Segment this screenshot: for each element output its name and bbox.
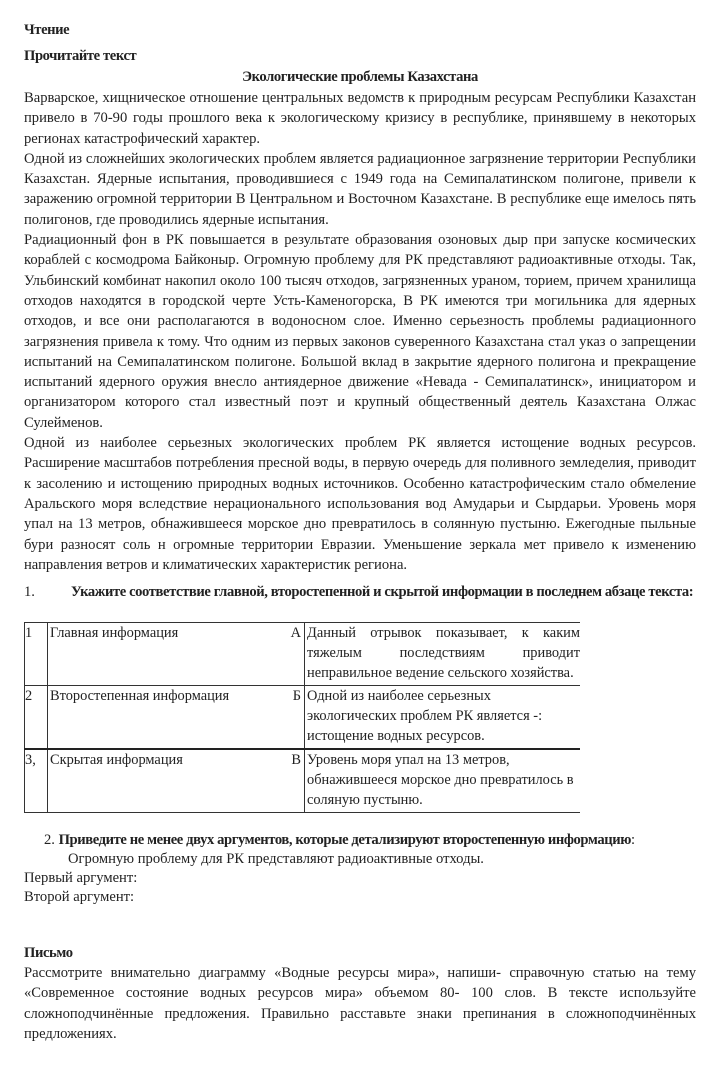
row-description: Данный отрывок показывает, к каким тяжелым последствиям приводит неправильное ведение сельского хозяйства.: [305, 623, 581, 686]
row-letter: А: [277, 623, 305, 686]
read-instruction: Прочитайте текст: [24, 48, 137, 64]
table-row: [25, 749, 581, 813]
table-row: [25, 686, 581, 750]
paragraph-4: Одной из наиболее серьезных экологических проблем РК является истощение водных ресурсов. Расширение масштабов потребления пресной воды, в первую очередь для поливного земледелия, приводит к засолению и истощению природных водных источников. Особенно катастрофическим стало обмеление Аральского моря вследствие нерационального использования вод Амударьи и Сырдарьи. Уровень моря упал на 13 метров, обнажившееся морское дно превратилось в солянную пустыню. Ежегодные пыльные бури разносят соль н огромные территории Евразии. Уменьшение зеркала мет привело к изменению направления ветров и климатических характеристик региона.: [24, 435, 696, 573]
text-title: Экологические проблемы Казахстана: [242, 69, 478, 85]
writing-task: Рассмотрите внимательно диаграмму «Водные ресурсы мира», напиши- справочную статью на тему «Современное состояние водных ресурсов мира» объемом 80- 100 слов. В тексте используйте сложноподчинённые предложения. Правильно расставьте знаки препинания в сложноподчинённых предложениях.: [24, 965, 696, 1043]
task-2-number: 2.: [44, 832, 55, 849]
task-1: [24, 582, 696, 602]
row-label: Главная информация: [48, 623, 278, 686]
paragraph-1: Варварское, хищническое отношение центральных ведомств к природным ресурсам Республики Казахстан привело в 70-90 годы прошлого века к экологическому кризису в республике, принявшему в некоторых регионах катастрофический характер.: [24, 90, 696, 147]
paragraph-3: Радиационный фон в РК повышается в результате образования озоновых дыр при запуске космических кораблей с космодрома Байконыр. Огромную проблему для РК представляют радиоактивные отходы. Так, Ульбинский комбинат накопил около 100 тысяч отходов, загрязненных ураном, торием, причем хранилища отходов находятся в городской черте Усть-Каменогорска, В РК имеются три могильника для ядерных отходов, и все они располагаются в водоносном слое. Именно серьезность проблемы радиационного загрязнения привела к тому. Что одним из первых законов суверенного Казахстана стал указ о запрещении испытаний на Семипалатинском полигоне. Большой вклад в закрытие ядерного полигона и прекращение испытаний ядерного оружия внесло антиядерное движение «Невада - Семипалатинск», инициатором и организатором которого стал известный поэт и крупный общественный деятель Казахстана Олжас Сулейменов.: [24, 232, 696, 431]
row-label: Второстепенная информация: [48, 686, 278, 750]
task-1-text: Укажите соответствие главной, второстепенной и скрытой информации в последнем абзаце текста:: [71, 584, 694, 601]
task-2: [44, 831, 696, 850]
task-2-statement: Огромную проблему для РК представляют радиоактивные отходы.: [68, 851, 484, 868]
row-description: Одной из наиболее серьезных экологических проблем РК является -: истощение водных ресурсов.: [305, 686, 581, 750]
table-row: [25, 623, 581, 686]
row-number: 1: [25, 623, 48, 686]
paragraph-2: Одной из сложнейших экологических проблем является радиационное загрязнение территории Республики Казахстан. Ядерные испытания, проводившиеся с 1949 года на Семипалатинском полигоне, привели к заражению огромной территории В Центральном и Восточном Казахстане. В республике еще имелось пять полигонов, где проводились ядерные испытания.: [24, 150, 696, 228]
row-letter: Б: [277, 686, 305, 750]
row-description: Уровень моря упал на 13 метров, обнажившееся морское дно превратилось в соляную пустыню.: [305, 749, 581, 813]
task-1-number: 1.: [24, 584, 35, 601]
section-writing-heading: Письмо: [24, 945, 73, 962]
second-argument-label: Второй аргумент:: [24, 889, 135, 906]
row-letter: В: [277, 749, 305, 813]
section-reading-heading: Чтение: [24, 22, 70, 38]
task-2-colon: :: [631, 832, 636, 849]
worksheet-page: [24, 20, 696, 1044]
row-label: Скрытая информация: [48, 749, 278, 813]
task-2-text: Приведите не менее двух аргументов, которые детализируют второстепенную информацию: [58, 832, 632, 849]
matching-table: [24, 622, 580, 813]
row-number: 2: [25, 686, 48, 750]
row-number: 3,: [25, 749, 48, 813]
first-argument-label: Первый аргумент:: [24, 870, 138, 887]
